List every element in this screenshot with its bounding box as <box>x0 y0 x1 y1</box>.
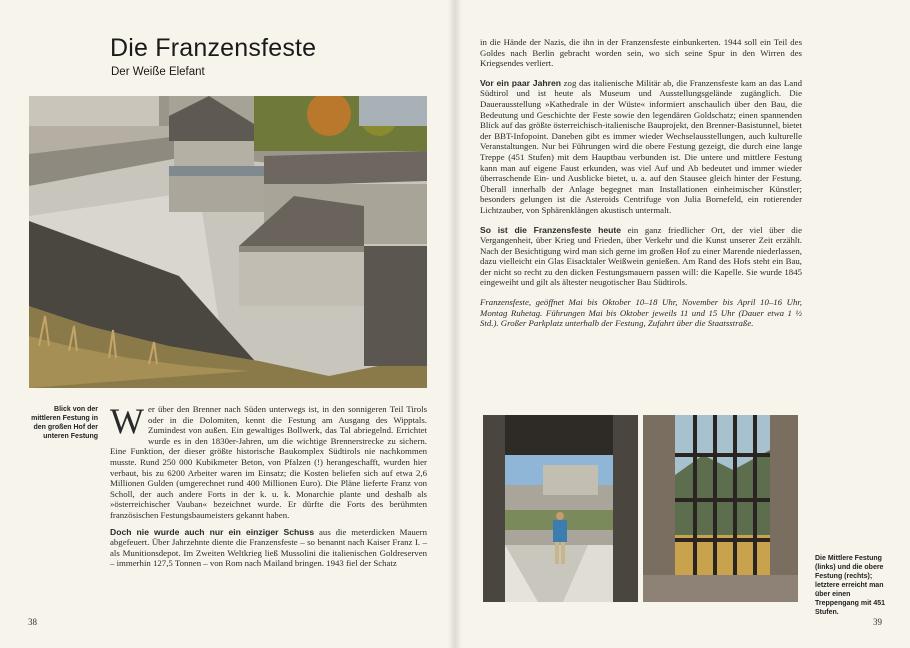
upper-fortress-photo <box>643 415 798 602</box>
right-paragraph-3-text: ein ganz friedlicher Ort, der viel über die Vergangenheit, über Krieg und Frieden, über Verkehr und die Kunst unserer Zeit erzählt. Nach der Besichtigung wird man sich gerne im großen Hof zu einer Marende niederlassen, dazu vielleicht ein Glas Eisacktaler Weißwein genießen. Am Rand des Hofs steht ein Bau, der nicht so recht zu den dicken Festungsmauern passen will: die Kapelle. Sie wurde 1845 eingeweiht und gilt als ältester neugotischer Bau Südtirols. <box>480 224 803 288</box>
article-subtitle: Der Weiße Elefant <box>111 66 205 78</box>
right-paragraph-2-lead: Vor ein paar Jahren <box>480 77 561 88</box>
left-paragraph-2 <box>110 527 427 569</box>
article-title: Die Franzensfeste <box>110 34 317 62</box>
left-paragraph-1-text: er über den Brenner nach Süden unterwegs ist, in den sonnigeren Teil Tirols oder in die Dolomiten, kennt die Festung am Ausgang des Wipptals. Zumindest von außen. Ein gewaltiges Bollwerk, das Tal abriegelnd. Errichtet wurde es in den 1830er-Jahren, um die wichtige Brennerstrecke zu sichern. Eine Funktion, der dieser größte historische Baukomplex Südtirols nie nachkommen musste. Rund 250 000 Kubikmeter Beton, von Pfalzen (!) herangeschafft, wurden hier verbaut, bis zu 6200 Arbeiter waren im Einsatz; die Kosten beliefen sich auf etwa 2,6 Millionen Gulden (umgerechnet rund 400 Millionen Euro). Die Pläne lieferte Franz von Scholl, der auch andere Forts in der k. u. k. Monarchie plante und deshalb als »österreichischer Vauban« bezeichnet wurde. Er dürfte die Forts des berühmten französischen Festungsbaumeisters gekannt haben. <box>110 404 427 520</box>
page-number-left: 38 <box>28 617 37 627</box>
left-text-column <box>110 401 427 575</box>
dropcap-letter: W <box>110 401 144 441</box>
left-paragraph-1 <box>110 401 427 521</box>
middle-fortress-photo <box>483 415 638 602</box>
right-photo-caption: Die Mittlere Festung (links) und die obere Festung (rechts); letztere erreicht man über einen Treppengang mit 451 Stufen. <box>815 555 886 616</box>
fortress-courtyard-photo <box>29 96 427 388</box>
book-gutter <box>448 0 462 648</box>
right-page <box>455 0 910 648</box>
right-paragraph-2-text: zog das italienische Militär ab, die Franzensfeste kam an das Land Südtirol und ist heute als Museum und Ausstellungsgelände zugänglich. Die Dauerausstellung »Kathedrale in der Wüste« informiert anschaulich über den Bau, die Bedeutung und Geschichte der Feste sowie den legendären Goldschatz; einen spannenden Blick auf das größte österreichisch-italienische Bauprojekt, den Brenner-Basistunnel, bietet der BBT-Infopoint. Daneben gibt es immer wieder Wechselausstellungen, auch kulturelle Veranstaltungen. Nur bei Führungen wird die obere Festung gezeigt, die durch eine lange Treppe (451 Stufen) mit dem Hauptbau verbunden ist. Die untere und mittlere Festung kann man auf eigene Faust erkunden, was viel Auf und Ab bedeutet und immer wieder überraschende Ein- und Ausblicke bietet, u. a. auf den Stausee gleich hinter der Festung. Überall innerhalb der Anlage begegnet man Installationen einheimischer Künstler; besonders gelungen ist die Asteroids Centrifuge von Julia Bornefeld, ein rotierender Lichtzauber, von Sphärenklängen akustisch untermalt. <box>480 77 802 215</box>
left-paragraph-2-text: aus die meterdicken Mauern abgefeuert. Über Jahrzehnte diente die Franzensfeste – so benannt nach Kaiser Franz I. – als Munitionsdepot. Im Zweiten Weltkrieg ließ Mussolini die italienischen Goldreserven – immerhin 127,5 Tonnen – von Rom nach Mailand bringen. 1943 fiel der Schatz <box>110 526 427 569</box>
right-paragraph-3 <box>480 225 802 289</box>
left-photo-caption: Blick von der mittleren Festung in den großen Hof der unteren Festung <box>31 406 98 440</box>
right-paragraph-2 <box>480 78 802 216</box>
left-paragraph-2-lead: Doch nie wurde auch nur ein einziger Schuss <box>110 526 315 537</box>
right-paragraph-3-lead: So ist die Franzensfeste heute <box>480 224 622 235</box>
right-paragraph-1: in die Hände der Nazis, die ihn in der Franzensfeste einbunkerten. 1944 soll ein Teil des Goldes nach Berlin gebracht worden sein, wo sich seine Spur in den Wirren des Kriegsendes verliert. <box>480 37 802 69</box>
page-number-right: 39 <box>873 617 882 627</box>
right-text-column <box>480 37 802 335</box>
visitor-info: Franzensfeste, geöffnet Mai bis Oktober 10–18 Uhr, November bis April 10–16 Uhr, Montag Ruhetag. Führungen Mai bis Oktober jeweils 11 und 15 Uhr (Dauer etwa 1 ½ Std.). Großer Parkplatz unterhalb der Festung, Zufahrt über die Staatsstraße. <box>480 297 802 329</box>
